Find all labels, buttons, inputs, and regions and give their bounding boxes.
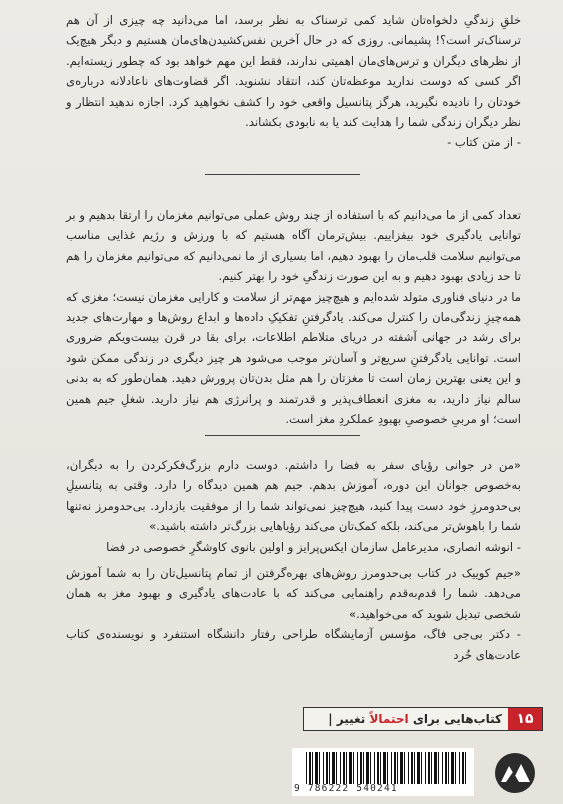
isbn-number: 9 786222 540241 [294, 783, 398, 794]
description-section [66, 205, 521, 429]
endorsement-attribution: - انوشه انصاری، مدیرعامل سازمان ایکس‌پرایز و اولین بانوی کاوشگرِ خصوصی در فضا [106, 539, 521, 554]
isbn-barcode [292, 748, 474, 796]
endorsement-quote: «من در جوانی رؤیای سفر به فضا را داشتم. دوست دارم بزرگ‌فکرکردن را به دیگران، به‌خصوص جوانان این دوره، آموزش بدهم. جیم هم همین دیدگاه را دارد. وقتی به پتانسیلِ بی‌حدومرزِ خود دست پیدا کنید، هیچ‌چیز نمی‌تواند شما را از موفقیت بازدارد. بی‌حدومرز نه‌تنها شما را باهوش‌تر می‌کند، بلکه کمک‌تان می‌کند رؤیاهایی بزرگ‌تر داشته باشید.» [66, 458, 521, 534]
series-label [303, 707, 543, 731]
series-number: ۱۵ [508, 708, 542, 730]
description-paragraph-2: ما در دنیای فناوری متولد شده‌ایم و هیچ‌چیز مهم‌تر از سلامت و کارایی مغزمان نیست؛ مغزی که همه‌چیزِ زندگی‌مان را کنترل می‌کند. یادگرفتنِ تفکیکِ داده‌ها و ابداع روش‌ها و مهارت‌های جدید برای رشد در جهانی آشفته در دریای متلاطم اطلاعات، برای بقا در قرن بیست‌ویکم ضروری است. توانایی یادگرفتنِ سریع‌تر و آسان‌تر موجب می‌شود هر چیز دیگری در زندگی ممکن شود و این یعنی بهترین زمان است تا مغزتان را هم مثل بدن‌تان پرورش دهید. همان‌طور که به بدنی سالم نیاز دارید، به مغزی انعطاف‌پذیر و قدرتمند و پرانرژی هم نیاز دارید. شغلِ جیم همین است؛ او مربیِ خصوصیِ بهبودِ عملکردِ مغز است. [66, 289, 521, 427]
series-title: کتاب‌هایی برای احتمالاً تغییر | [328, 712, 502, 726]
barcode-bars [306, 752, 466, 784]
excerpt-paragraph: خلقِ زندگیِ دلخواه‌تان شاید کمی ترسناک به نظر برسد، اما می‌دانید چه چیزی از آن هم ترسناک‌تر است؟! پشیمانی. روزی که در حال آخرین نفس‌کشیدن‌های‌مان هستیم و دیگر هیچ‌یک از نظرهای دیگران و ترس‌های‌مان اهمیتی ندارند، فقط این مهم خواهد بود که چطور زیسته‌ایم. اگر کسی که دوست ندارید موعظه‌تان کند، انتقاد نشنوید. اگر قضاوت‌های ناعادلانه درباره‌ی خودتان را نادیده نگیرید، هرگز پتانسیل واقعی خود را کشف نخواهید کرد. اجازه ندهید انتظار و نظر دیگران زندگی شما را هدایت کند یا به نابودی بکشاند. [66, 13, 521, 130]
publisher-logo-icon [493, 752, 537, 794]
endorsement-2 [66, 563, 521, 665]
endorsement-attribution: - دکتر بی‌جی فاگ، مؤسس آزمایشگاه طراحی رفتار دانشگاه استنفرد و نویسنده‌ی کتاب عادت‌های خُرد [66, 627, 521, 662]
section-divider [205, 435, 360, 436]
endorsement-quote: «جیم کوییک در کتاب بی‌حدومرز روش‌های بهره‌گرفتن از تمام پتانسیل‌تان را به شما آموزش می‌دهد. شما را قدم‌به‌قدم راهنمایی می‌کند که با عادت‌های یادگیری و بهبود مغز به همان شخصی تبدیل شوید که می‌خواهید.» [66, 566, 521, 621]
section-divider [205, 174, 360, 175]
excerpt-section [66, 10, 521, 153]
description-paragraph-1: تعداد کمی از ما می‌دانیم که با استفاده از چند روش عملی می‌توانیم مغزمان را ارتقا بدهیم و بر توانایی یادگیری خود بیفزاییم. بیش‌ترمان آگاه هستیم که با ورزش و رژیم غذایی مناسب می‌توانیم سلامت قلب‌مان را بهبود دهیم، اما بسیاری از ما نمی‌دانیم که می‌توانیم مغزمان را هم تا حد زیادی بهبود دهیم و به این صورت زندگیِ خود را بهتر کنیم. [66, 208, 521, 284]
endorsement-1 [66, 455, 521, 557]
excerpt-attribution: - از متن کتاب - [447, 135, 521, 150]
